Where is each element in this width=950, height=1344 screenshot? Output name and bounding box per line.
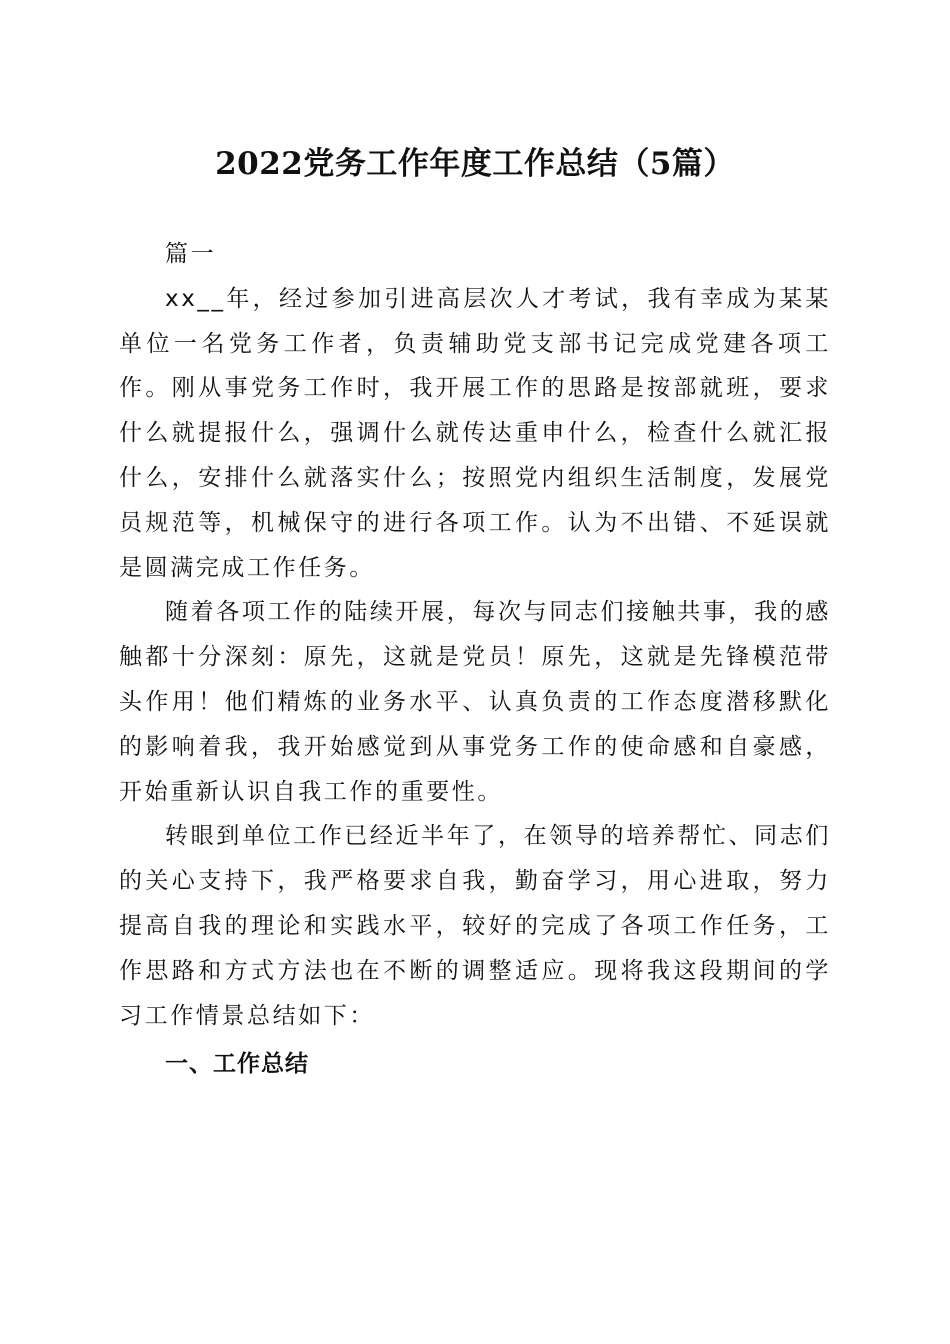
document-title: 2022党务工作年度工作总结（5篇）: [215, 146, 735, 182]
paragraph-3: 转眼到单位工作已经近半年了，在领导的培养帮忙、同志们的关心支持下，我严格要求自我，勤奋学习，用心进取，努力提高自我的理论和实践水平，较好的完成了各项工作任务，工作思路和方式方法也在不断的调整适应。现将我这段期间的学习工作情景总结如下：: [119, 823, 831, 1029]
paragraph-1: xx__年，经过参加引进高层次人才考试，我有幸成为某某单位一名党务工作者，负责辅助党支部书记完成党建各项工作。刚从事党务工作时，我开展工作的思路是按部就班，要求什么就提报什么，强调什么就传达重申什么，检查什么就汇报什么，安排什么就落实什么；按照党内组织生活制度，发展党员规范等，机械保守的进行各项工作。认为不出错、不延误就是圆满完成工作任务。: [119, 285, 831, 581]
section-label: 篇一: [165, 241, 217, 267]
paragraph-2: 随着各项工作的陆续开展，每次与同志们接触共事，我的感触都十分深刻：原先，这就是党员！原先，这就是先锋模范带头作用！他们精炼的业务水平、认真负责的工作态度潜移默化的影响着我，我开始感觉到从事党务工作的使命感和自豪感，开始重新认识自我工作的重要性。: [119, 599, 831, 805]
section-subheading: 一、工作总结: [165, 1051, 309, 1078]
document-body: [119, 232, 831, 1087]
